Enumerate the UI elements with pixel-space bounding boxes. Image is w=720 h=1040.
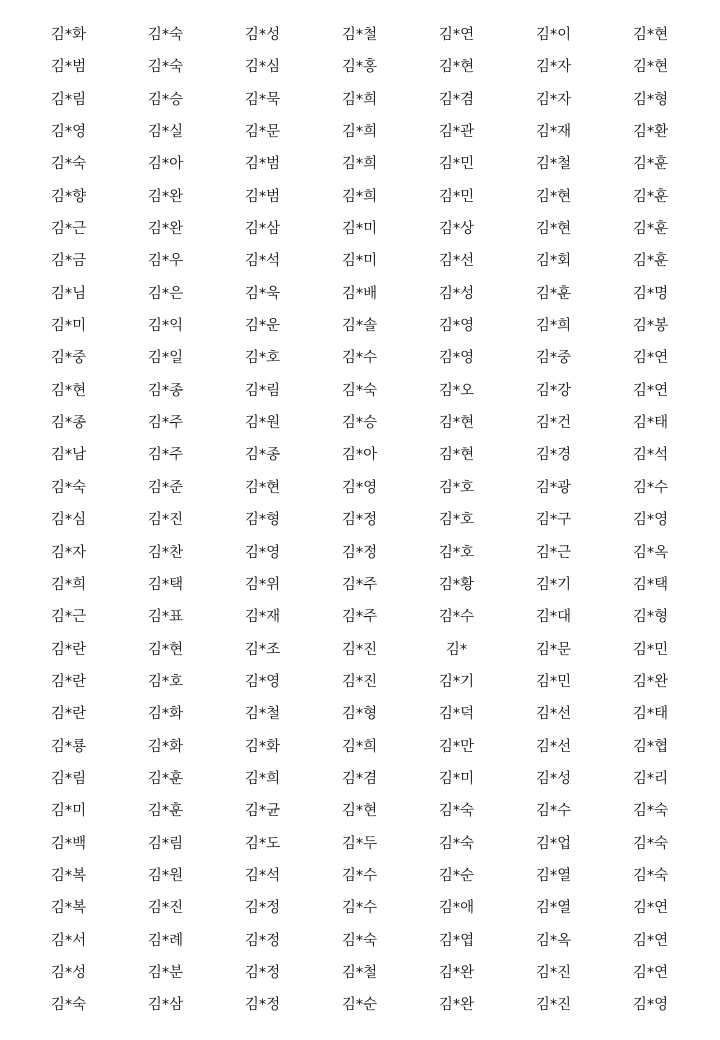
name-cell: 김*복 — [50, 867, 87, 884]
name-cell: 김*완 — [147, 221, 184, 238]
name-cell: 김*옥 — [632, 544, 669, 561]
name-cell: 김*림 — [244, 382, 281, 399]
name-cell: 김*이 — [535, 27, 572, 43]
name-cell: 김*화 — [244, 738, 281, 755]
name-cell: 김*연 — [632, 964, 669, 981]
name-cell: 김*솔 — [341, 318, 378, 335]
name-cell: 김*현 — [632, 59, 669, 76]
name-cell: 김*심 — [244, 59, 281, 76]
name-cell: 김*호 — [438, 544, 475, 561]
name-cell: 김*훈 — [632, 188, 669, 205]
name-cell: 김*철 — [244, 706, 281, 723]
name-cell: 김*분 — [147, 964, 184, 981]
name-cell: 김*범 — [244, 188, 281, 205]
name-cell: 김*희 — [341, 156, 378, 173]
name-cell: 김*정 — [341, 512, 378, 529]
name-cell: 김*연 — [632, 382, 669, 399]
name-cell: 김*숙 — [147, 59, 184, 76]
name-cell: 김*영 — [341, 479, 378, 496]
name-cell: 김*훈 — [147, 770, 184, 787]
name-cell: 김*리 — [632, 770, 669, 787]
name-cell: 김*환 — [632, 124, 669, 141]
name-cell: 김*연 — [632, 350, 669, 367]
name-cell: 김*영 — [438, 318, 475, 335]
name-cell: 김*형 — [632, 91, 669, 108]
name-cell: 김*기 — [535, 576, 572, 593]
name-cell: 김*정 — [244, 932, 281, 949]
name-cell: 김*룡 — [50, 738, 87, 755]
name-cell: 김*호 — [147, 673, 184, 690]
name-cell: 김*겸 — [438, 91, 475, 108]
name-cell: 김*숙 — [632, 835, 669, 852]
name-cell: 김*근 — [50, 221, 87, 238]
name-cell: 김*겸 — [341, 770, 378, 787]
name-cell: 김*삼 — [244, 221, 281, 238]
name-cell: 김*정 — [341, 544, 378, 561]
name-cell: 김*회 — [535, 253, 572, 270]
name-cell: 김*남 — [50, 447, 87, 464]
name-cell: 김*숙 — [341, 932, 378, 949]
name-cell: 김*영 — [244, 544, 281, 561]
name-cell: 김*훈 — [632, 156, 669, 173]
name-cell: 김*석 — [244, 867, 281, 884]
name-cell: 김*현 — [341, 803, 378, 820]
name-cell: 김*종 — [147, 382, 184, 399]
name-cell: 김*업 — [535, 835, 572, 852]
name-cell: 김*숙 — [147, 27, 184, 43]
name-cell: 김*향 — [50, 188, 87, 205]
name-cell: 김*봉 — [632, 318, 669, 335]
name-cell: 김*운 — [244, 318, 281, 335]
name-cell: 김*훈 — [632, 253, 669, 270]
name-cell: 김*관 — [438, 124, 475, 141]
name-cell: 김*재 — [244, 609, 281, 626]
name-cell: 김*순 — [341, 997, 378, 1014]
name-cell: 김*묵 — [244, 91, 281, 108]
name-cell: 김*아 — [341, 447, 378, 464]
name-cell: 김*승 — [147, 91, 184, 108]
name-cell: 김*림 — [50, 770, 87, 787]
name-cell: 김*수 — [535, 803, 572, 820]
name-cell: 김*기 — [438, 673, 475, 690]
name-cell: 김*정 — [244, 900, 281, 917]
name-cell: 김*덕 — [438, 706, 475, 723]
name-cell: 김*철 — [341, 964, 378, 981]
name-cell: 김*순 — [438, 867, 475, 884]
name-cell: 김*진 — [535, 997, 572, 1014]
name-cell: 김*진 — [147, 512, 184, 529]
name-cell: 김*민 — [632, 641, 669, 658]
name-cell: 김*숙 — [50, 997, 87, 1014]
name-cell: 김*경 — [535, 447, 572, 464]
name-cell: 김*현 — [438, 59, 475, 76]
name-cell: 김*진 — [341, 673, 378, 690]
name-cell: 김*희 — [341, 91, 378, 108]
name-cell: 김*위 — [244, 576, 281, 593]
name-cell: 김*형 — [632, 609, 669, 626]
name-cell: 김*완 — [147, 188, 184, 205]
name-cell: 김*숙 — [632, 803, 669, 820]
name-cell: 김*우 — [147, 253, 184, 270]
name-cell: 김*철 — [535, 156, 572, 173]
name-cell: 김*주 — [147, 415, 184, 432]
name-cell: 김*강 — [535, 382, 572, 399]
name-cell: 김*미 — [438, 770, 475, 787]
name-cell: 김*영 — [632, 997, 669, 1014]
name-cell: 김*복 — [50, 900, 87, 917]
name-cell: 김*숙 — [341, 382, 378, 399]
name-cell: 김*미 — [50, 803, 87, 820]
name-cell: 김*란 — [50, 641, 87, 658]
name-cell: 김*수 — [341, 867, 378, 884]
name-cell: 김*건 — [535, 415, 572, 432]
name-cell: 김*형 — [341, 706, 378, 723]
name-cell: 김*명 — [632, 285, 669, 302]
name-cell: 김*현 — [438, 447, 475, 464]
name-cell: 김*영 — [632, 512, 669, 529]
name-cell: 김*승 — [341, 415, 378, 432]
name-cell: 김*형 — [244, 512, 281, 529]
name-cell: 김*수 — [341, 900, 378, 917]
name-cell: 김*현 — [244, 479, 281, 496]
name-cell: 김*황 — [438, 576, 475, 593]
name-cell: 김*미 — [341, 221, 378, 238]
name-cell: 김*재 — [535, 124, 572, 141]
name-cell: 김*택 — [632, 576, 669, 593]
name-cell: 김*두 — [341, 835, 378, 852]
name-cell: 김*종 — [244, 447, 281, 464]
name-cell: 김*조 — [244, 641, 281, 658]
name-cell: 김*근 — [535, 544, 572, 561]
name-cell: 김*현 — [147, 641, 184, 658]
name-cell: 김*진 — [535, 964, 572, 981]
name-cell: 김*범 — [50, 59, 87, 76]
name-cell: 김*숙 — [50, 156, 87, 173]
name-cell: 김*자 — [535, 91, 572, 108]
name-cell: 김*희 — [535, 318, 572, 335]
name-cell: 김*화 — [147, 706, 184, 723]
name-cell: 김*화 — [50, 27, 87, 43]
name-cell: 김*욱 — [244, 285, 281, 302]
name-cell: 김*호 — [438, 479, 475, 496]
name-cell: 김*주 — [341, 609, 378, 626]
name-cell: 김*성 — [50, 964, 87, 981]
name-cell: 김*희 — [341, 738, 378, 755]
name-cell: 김*석 — [244, 253, 281, 270]
name-cell: 김*희 — [50, 576, 87, 593]
name-cell: 김*영 — [438, 350, 475, 367]
name-cell: 김*민 — [535, 673, 572, 690]
name-cell: 김*현 — [438, 415, 475, 432]
name-cell: 김*림 — [147, 835, 184, 852]
name-cell: 김*옥 — [535, 932, 572, 949]
name-cell: 김*홍 — [341, 59, 378, 76]
name-cell: 김*구 — [535, 512, 572, 529]
name-cell: 김*배 — [341, 285, 378, 302]
name-cell: 김*영 — [244, 673, 281, 690]
name-cell: 김*호 — [438, 512, 475, 529]
name-cell: 김*태 — [632, 415, 669, 432]
name-cell: 김*완 — [438, 997, 475, 1014]
name-cell: 김*미 — [50, 318, 87, 335]
name-cell: 김*찬 — [147, 544, 184, 561]
name-cell: 김*주 — [341, 576, 378, 593]
name-cell: 김*서 — [50, 932, 87, 949]
name-cell: 김*성 — [535, 770, 572, 787]
name-cell: 김*현 — [535, 221, 572, 238]
name-cell: 김*상 — [438, 221, 475, 238]
name-cell: 김*실 — [147, 124, 184, 141]
name-cell: 김*석 — [632, 447, 669, 464]
name-cell: 김*중 — [535, 350, 572, 367]
name-cell: 김*훈 — [535, 285, 572, 302]
name-cell: 김*숙 — [632, 867, 669, 884]
name-cell: 김*균 — [244, 803, 281, 820]
name-cell: 김*준 — [147, 479, 184, 496]
name-cell: 김*영 — [50, 124, 87, 141]
name-cell: 김*엽 — [438, 932, 475, 949]
name-cell: 김*연 — [438, 27, 475, 43]
name-cell: 김*문 — [535, 641, 572, 658]
name-cell: 김*성 — [244, 27, 281, 43]
name-cell: 김*원 — [244, 415, 281, 432]
name-cell: 김*종 — [50, 415, 87, 432]
name-cell: 김*현 — [50, 382, 87, 399]
name-cell: 김*오 — [438, 382, 475, 399]
name-cell: 김*님 — [50, 285, 87, 302]
name-cell: 김*수 — [632, 479, 669, 496]
name-cell: 김*림 — [50, 91, 87, 108]
name-cell: 김*아 — [147, 156, 184, 173]
name-cell: 김*현 — [535, 188, 572, 205]
name-cell: 김*근 — [50, 609, 87, 626]
name-cell: 김*백 — [50, 835, 87, 852]
name-cell: 김*대 — [535, 609, 572, 626]
name-cell: 김*금 — [50, 253, 87, 270]
name-cell: 김*열 — [535, 867, 572, 884]
name-cell: 김*철 — [341, 27, 378, 43]
name-cell: 김*자 — [535, 59, 572, 76]
name-cell: 김*완 — [438, 964, 475, 981]
name-cell: 김*란 — [50, 673, 87, 690]
name-cell: 김*진 — [341, 641, 378, 658]
name-cell: 김*숙 — [438, 835, 475, 852]
name-cell: 김*삼 — [147, 997, 184, 1014]
name-cell: 김*광 — [535, 479, 572, 496]
name-cell: 김*수 — [438, 609, 475, 626]
name-cell: 김*만 — [438, 738, 475, 755]
name-cell: 김*현 — [632, 27, 669, 43]
name-cell: 김*훈 — [147, 803, 184, 820]
name-cell: 김*정 — [244, 964, 281, 981]
name-cell: 김*성 — [438, 285, 475, 302]
name-cell: 김*주 — [147, 447, 184, 464]
name-cell: 김*민 — [438, 156, 475, 173]
name-cell: 김*익 — [147, 318, 184, 335]
name-cell: 김*진 — [147, 900, 184, 917]
name-cell: 김*협 — [632, 738, 669, 755]
name-list-grid — [0, 19, 720, 1022]
name-cell: 김*선 — [438, 253, 475, 270]
name-cell: 김*민 — [438, 188, 475, 205]
name-cell: 김*희 — [341, 124, 378, 141]
name-cell: 김*례 — [147, 932, 184, 949]
name-cell: 김*숙 — [50, 479, 87, 496]
name-cell: 김*숙 — [438, 803, 475, 820]
name-cell: 김*은 — [147, 285, 184, 302]
name-cell: 김* — [445, 641, 468, 658]
name-cell: 김*도 — [244, 835, 281, 852]
name-cell: 김*원 — [147, 867, 184, 884]
name-cell: 김*애 — [438, 900, 475, 917]
name-cell: 김*표 — [147, 609, 184, 626]
name-cell: 김*연 — [632, 900, 669, 917]
name-cell: 김*훈 — [632, 221, 669, 238]
name-cell: 김*심 — [50, 512, 87, 529]
name-cell: 김*연 — [632, 932, 669, 949]
name-cell: 김*일 — [147, 350, 184, 367]
name-cell: 김*선 — [535, 738, 572, 755]
name-cell: 김*희 — [244, 770, 281, 787]
name-cell: 김*호 — [244, 350, 281, 367]
name-cell: 김*희 — [341, 188, 378, 205]
name-cell: 김*정 — [244, 997, 281, 1014]
name-cell: 김*범 — [244, 156, 281, 173]
name-cell: 김*중 — [50, 350, 87, 367]
name-cell: 김*수 — [341, 350, 378, 367]
name-cell: 김*선 — [535, 706, 572, 723]
name-cell: 김*택 — [147, 576, 184, 593]
name-cell: 김*열 — [535, 900, 572, 917]
name-cell: 김*란 — [50, 706, 87, 723]
name-cell: 김*문 — [244, 124, 281, 141]
name-cell: 김*화 — [147, 738, 184, 755]
name-cell: 김*미 — [341, 253, 378, 270]
name-cell: 김*태 — [632, 706, 669, 723]
name-cell: 김*완 — [632, 673, 669, 690]
name-cell: 김*자 — [50, 544, 87, 561]
